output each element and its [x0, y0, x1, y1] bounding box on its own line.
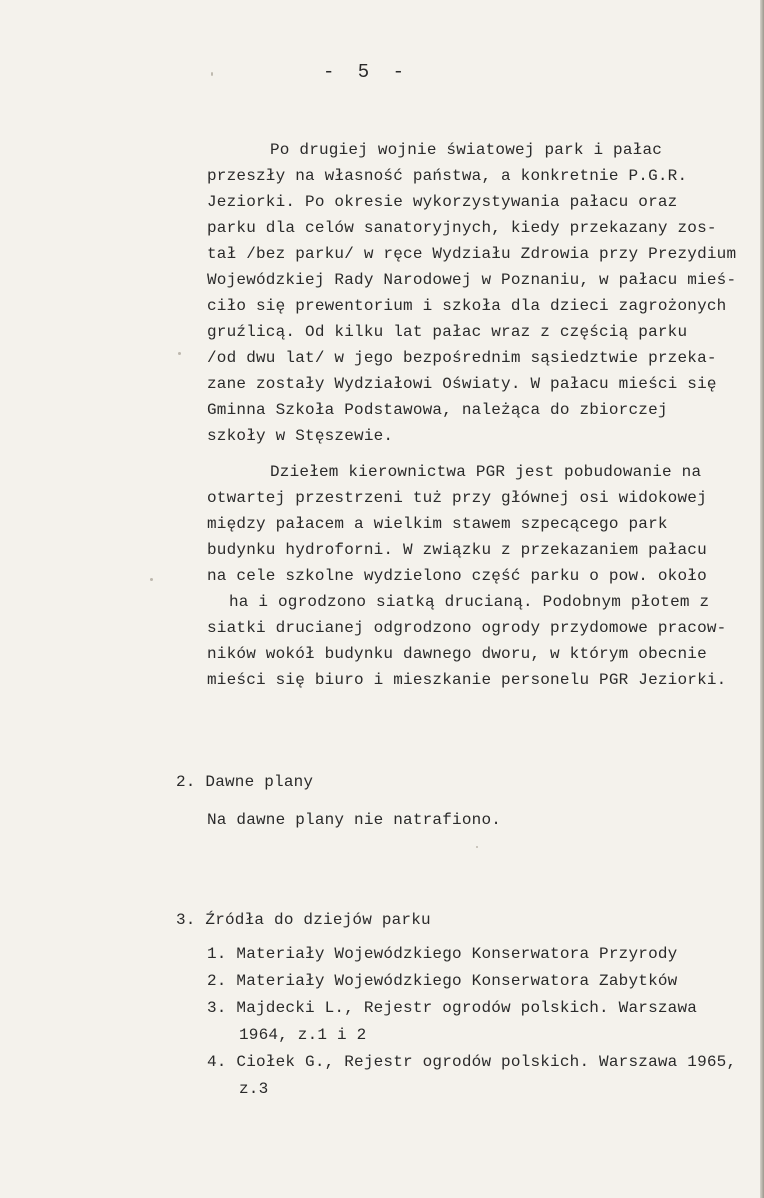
- source-item: 2. Materiały Wojewódzkiego Konserwatora Zabytków: [207, 972, 678, 990]
- text-line: na cele szkolne wydzielono część parku o pow. około: [207, 567, 707, 585]
- text-line: otwartej przestrzeni tuż przy głównej osi widokowej: [207, 489, 707, 507]
- source-item: 4. Ciołek G., Rejestr ogrodów polskich. Warszawa 1965,: [207, 1053, 737, 1071]
- section-heading: 3. Źródła do dziejów parku: [176, 911, 431, 929]
- scan-speck: [476, 846, 478, 848]
- text-line: Dziełem kierownictwa PGR jest pobudowanie na: [270, 463, 702, 481]
- text-line: mieści się biuro i mieszkanie personelu PGR Jeziorki.: [207, 671, 727, 689]
- source-item: 1. Materiały Wojewódzkiego Konserwatora Przyrody: [207, 945, 678, 963]
- source-item-continuation: z.3: [239, 1080, 269, 1098]
- text-line: Gminna Szkoła Podstawowa, należąca do zbiorczej: [207, 401, 668, 419]
- scan-speck: [211, 72, 213, 76]
- page-edge-shadow: [760, 0, 764, 1198]
- text-line: /od dwu lat/ w jego bezpośrednim sąsiedztwie przeka-: [207, 349, 717, 367]
- source-item: 3. Majdecki L., Rejestr ogrodów polskich. Warszawa: [207, 999, 698, 1017]
- section-body: Na dawne plany nie natrafiono.: [207, 811, 502, 829]
- source-item-continuation: 1964, z.1 i 2: [239, 1026, 367, 1044]
- page-number: - 5 -: [323, 61, 411, 83]
- text-line: Wojewódzkiej Rady Narodowej w Poznaniu, w pałacu mieś-: [207, 271, 737, 289]
- text-line: ha i ogrodzono siatką drucianą. Podobnym płotem z: [229, 593, 710, 611]
- text-line: budynku hydroforni. W związku z przekazaniem pałacu: [207, 541, 707, 559]
- text-line: Jeziorki. Po okresie wykorzystywania pałacu oraz: [207, 193, 678, 211]
- text-line: ników wokół budynku dawnego dworu, w którym obecnie: [207, 645, 707, 663]
- text-line: szkoły w Stęszewie.: [207, 427, 394, 445]
- text-line: ciło się prewentorium i szkoła dla dzieci zagrożonych: [207, 297, 727, 315]
- text-line: przeszły na własność państwa, a konkretnie P.G.R.: [207, 167, 688, 185]
- text-line: tał /bez parku/ w ręce Wydziału Zdrowia przy Prezydium: [207, 245, 737, 263]
- section-heading: 2. Dawne plany: [176, 773, 314, 791]
- text-line: między pałacem a wielkim stawem szpecącego park: [207, 515, 668, 533]
- text-line: zane zostały Wydziałowi Oświaty. W pałacu mieści się: [207, 375, 717, 393]
- scan-speck: [178, 352, 181, 355]
- text-line: parku dla celów sanatoryjnych, kiedy przekazany zos-: [207, 219, 717, 237]
- scan-speck: [150, 578, 153, 581]
- text-line: siatki drucianej odgrodzono ogrody przydomowe pracow-: [207, 619, 727, 637]
- text-line: Po drugiej wojnie światowej park i pałac: [270, 141, 663, 159]
- text-line: gruźlicą. Od kilku lat pałac wraz z częścią parku: [207, 323, 688, 341]
